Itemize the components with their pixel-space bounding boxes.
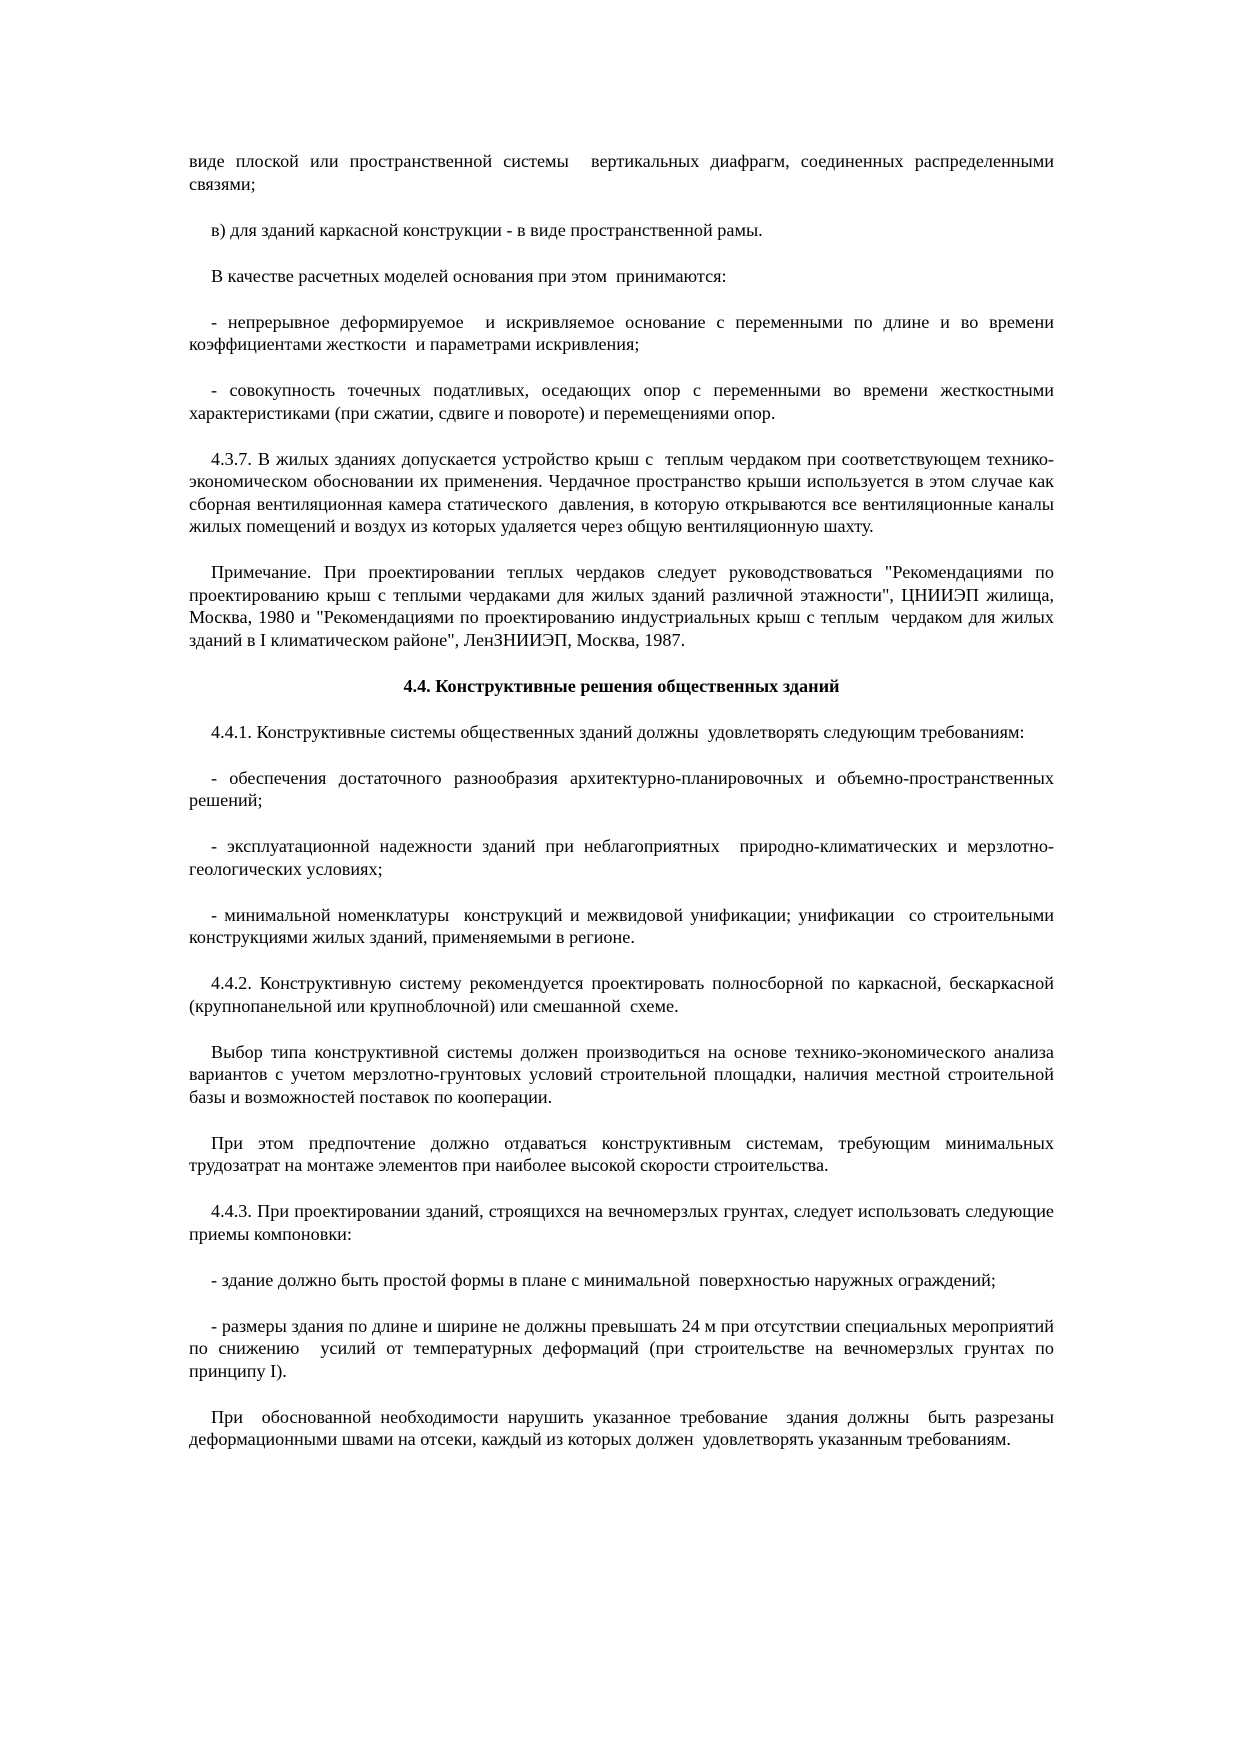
list-item-diversity: - обеспечения достаточного разнообразия архитектурно-планировочных и объемно-пространственных решений; (189, 767, 1059, 810)
paragraph-note: Примечание. При проектировании теплых чердаков следует руководствоваться "Рекомендациями по проектированию крыш с теплыми чердаками для жилых зданий различной этажности", ЦНИИЭП жилища, Москва, 1980 и "Рекомендациями по проектированию индустриальных крыш с теплым чердаком для жилых зданий в I климатическом районе", ЛенЗНИИЭП, Москва, 1987. (189, 562, 1059, 650)
paragraph-expansion-joints: При обоснованной необходимости нарушить указанное требование здания должны быть разрезаны деформационными швами на отсеки, каждый из которых должен удовлетворять указанным требованиям. (189, 1406, 1059, 1449)
section-heading-4-4: 4.4. Конструктивные решения общественных зданий (403, 675, 840, 696)
list-item-reliability: - эксплуатационной надежности зданий при неблагоприятных природно-климатических и мерзлотно-геологических условиях; (189, 836, 1054, 879)
list-item-simple-form: - здание должно быть простой формы в плане с минимальной поверхностью наружных ограждений; (211, 1269, 996, 1290)
paragraph-preference: При этом предпочтение должно отдаваться конструктивным системам, требующим минимальных трудозатрат на монтаже элементов при наиболее высокой скорости строительства. (189, 1132, 1059, 1175)
paragraph-4-4-1: 4.4.1. Конструктивные системы общественных зданий должны удовлетворять следующим требованиям: (211, 721, 1025, 742)
paragraph-4-4-3: 4.4.3. При проектировании зданий, строящихся на вечномерзлых грунтах, следует использовать следующие приемы компоновки: (189, 1201, 1064, 1244)
list-item-point-supports: - совокупность точечных податливых, оседающих опор с переменными во времени жесткостными характеристиками (при сжатии, сдвиге и повороте) и перемещениями опор. (189, 380, 1064, 423)
paragraph-foundation-models: В качестве расчетных моделей основания при этом принимаются: (211, 265, 727, 286)
paragraph-4-3-7: 4.3.7. В жилых зданиях допускается устройство крыш с теплым чердаком при соответствующем технико-экономическом обосновании их применения. Чердачное пространство крыши используется в этом случае как сборная вентиляционная камера статического давления, в которую открываются все вентиляционные каналы жилых помещений и воздух из которых удаляется через общую вентиляционную шахту. (189, 448, 1059, 536)
list-item-nomenclature: - минимальной номенклатуры конструкций и межвидовой унификации; унификации со строительными конструкциями жилых зданий, применяемыми в регионе. (189, 904, 1059, 947)
paragraph-system-choice: Выбор типа конструктивной системы должен производиться на основе технико-экономического анализа вариантов с учетом мерзлотно-грунтовых условий строительной площадки, наличия местной строительной базы и возможностей поставок по кооперации. (189, 1041, 1064, 1107)
paragraph-4-4-2: 4.4.2. Конструктивную систему рекомендуется проектировать полносборной по каркасной, бескаркасной (крупнопанельной или крупноблочной) или смешанной схеме. (189, 973, 1059, 1016)
paragraph-frame-buildings: в) для зданий каркасной конструкции - в виде пространственной рамы. (211, 219, 763, 240)
document-page (189, 150, 1064, 1474)
paragraph-continuation: виде плоской или пространственной системы вертикальных диафрагм, соединенных распределенными связями; (189, 151, 1059, 194)
list-item-dimensions: - размеры здания по длине и ширине не должны превышать 24 м при отсутствии специальных мероприятий по снижению усилий от температурных деформаций (при строительстве на вечномерзлых грунтах по принципу I). (189, 1315, 1059, 1381)
list-item-continuous-foundation: - непрерывное деформируемое и искривляемое основание с переменными по длине и во времени коэффициентами жесткости и параметрами искривления; (189, 311, 1059, 354)
